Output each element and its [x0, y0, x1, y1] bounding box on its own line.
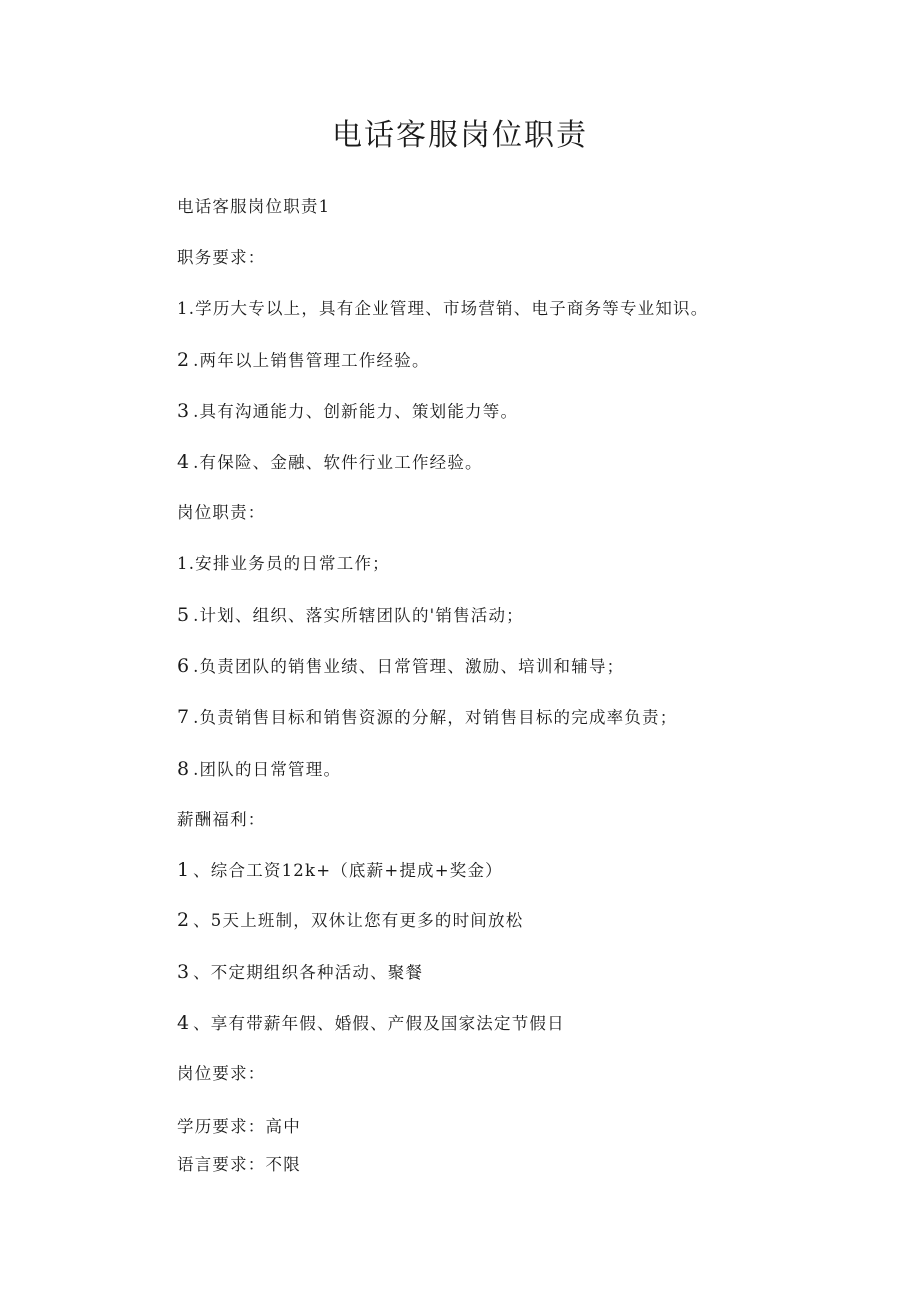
document-title: 电话客服岗位职责 [332, 118, 588, 153]
position-requirement-item: 学历要求：高中 [177, 1117, 301, 1136]
duties-heading: 岗位职责： [177, 503, 266, 522]
item-text: 、享有带薪年假、婚假、产假及国家法定节假日 [193, 1014, 565, 1033]
item-text: 1.学历大专以上，具有企业管理、市场营销、电子商务等专业知识。 [177, 299, 709, 318]
duty-item [177, 705, 677, 730]
duty-item [177, 552, 390, 576]
benefit-item [177, 908, 523, 933]
item-text: 1.安排业务员的日常工作； [177, 554, 390, 573]
job-requirements-heading: 职务要求： [177, 248, 266, 267]
item-text: 、不定期组织各种活动、聚餐 [193, 963, 424, 982]
benefit-item [177, 858, 503, 883]
item-text: .有保险、金融、软件行业工作经验。 [193, 453, 483, 472]
duty-item [177, 654, 624, 679]
item-text: .两年以上销售管理工作经验。 [193, 351, 430, 370]
benefit-item [177, 960, 423, 985]
job-requirement-item [177, 297, 708, 321]
item-text: .负责销售目标和销售资源的分解，对销售目标的完成率负责； [193, 708, 678, 727]
job-requirement-item [177, 399, 518, 424]
item-text: .负责团队的销售业绩、日常管理、激励、培训和辅导； [193, 657, 625, 676]
item-number: 4 [177, 1012, 194, 1034]
position-requirements-heading: 岗位要求： [177, 1064, 266, 1083]
item-number: 1 [177, 859, 194, 881]
job-requirement-item [177, 450, 483, 475]
section-heading: 电话客服岗位职责1 [177, 197, 331, 216]
benefits-heading: 薪酬福利： [177, 810, 266, 829]
item-number: 7 [177, 706, 194, 728]
item-text: 、5天上班制，双休让您有更多的时间放松 [193, 911, 524, 930]
item-text: 、综合工资12k+（底薪+提成+奖金） [193, 861, 503, 880]
job-requirement-item [177, 348, 430, 373]
duty-item [177, 757, 341, 782]
item-number: 2 [177, 909, 194, 931]
item-number: 4 [177, 451, 194, 473]
position-requirement-item: 语言要求：不限 [177, 1155, 301, 1174]
item-text: .具有沟通能力、创新能力、策划能力等。 [193, 402, 519, 421]
item-number: 2 [177, 349, 194, 371]
item-text: .团队的日常管理。 [193, 760, 342, 779]
item-text: .计划、组织、落实所辖团队的'销售活动； [193, 606, 524, 625]
item-number: 8 [177, 758, 194, 780]
item-number: 5 [177, 604, 194, 626]
item-number: 3 [177, 961, 194, 983]
duty-item [177, 603, 524, 628]
item-number: 6 [177, 655, 194, 677]
benefit-item [177, 1011, 565, 1036]
item-number: 3 [177, 400, 194, 422]
